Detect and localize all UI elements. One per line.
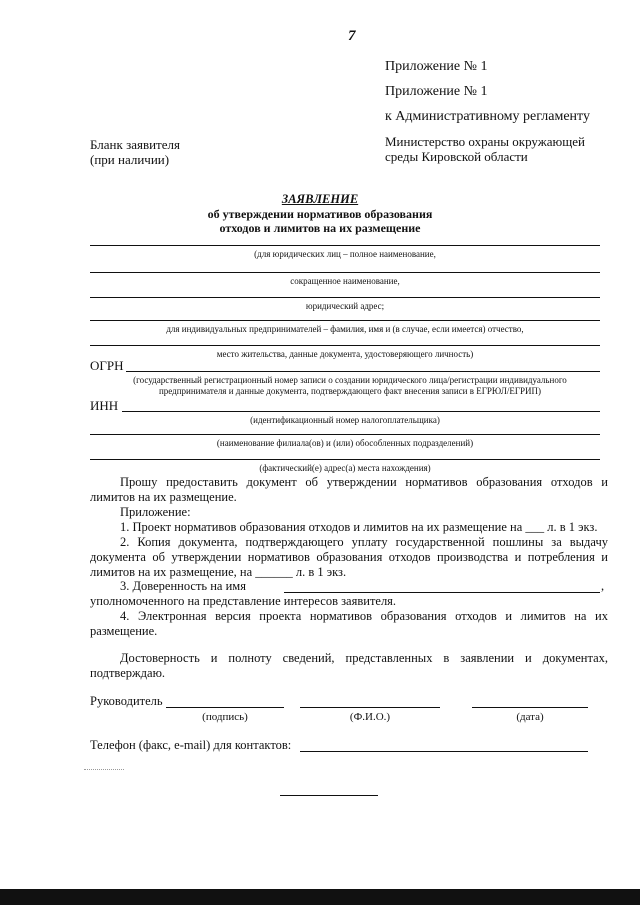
attachment-item-2-line-3: лимитов на их размещение, на ______ л. в 1 экз.	[90, 565, 347, 579]
page-number: 7	[348, 28, 356, 44]
signature-line[interactable]	[166, 707, 284, 708]
inn-input-line[interactable]	[122, 411, 600, 412]
applicant-blank-line-1: Бланк заявителя	[90, 137, 180, 152]
residence-caption: место жительства, данные документа, удостоверяющего личность)	[216, 349, 474, 359]
ogrn-label: ОГРН	[90, 358, 124, 373]
attachment-item-1: 1. Проект нормативов образования отходов и лимитов на их размещение на ___ л. в 1 экз.	[120, 520, 598, 534]
scan-edge-bar	[0, 889, 640, 905]
attachment-item-4-line-2: размещение.	[90, 624, 158, 638]
attachment-item-4-line-1: 4. Электронная версия проекта нормативов образования отходов и лимитов на их	[120, 609, 608, 623]
attachment-heading: Приложение:	[120, 505, 191, 519]
applicant-blank-line-2: (при наличии)	[90, 152, 170, 167]
confirmation-line-2: подтверждаю.	[90, 666, 166, 680]
proxy-name-comma: ,	[601, 579, 605, 593]
short-name-caption: сокращенное наименование,	[290, 276, 400, 286]
footer-separator	[280, 795, 378, 796]
signature-caption: (подпись)	[202, 711, 248, 723]
to-regulation-label: к Административному регламенту	[385, 109, 590, 124]
legal-address-line[interactable]	[90, 297, 600, 298]
fio-caption: (Ф.И.О.)	[349, 711, 391, 723]
ip-name-caption: для индивидуальных предпринимателей – фамилия, имя и (в случае, если имеется) отчество,	[166, 324, 524, 334]
ogrn-input-line[interactable]	[126, 371, 600, 372]
branches-line[interactable]	[90, 434, 600, 435]
residence-line[interactable]	[90, 345, 600, 346]
full-name-caption: (для юридических лиц – полное наименование,	[254, 249, 436, 259]
ogrn-caption-2: предпринимателя и данные документа, подтверждающего факт внесения записи в ЕГРЮЛ/ЕГРИП)	[158, 386, 542, 396]
document-title: ЗАЯВЛЕНИЕ	[281, 192, 359, 206]
ministry-line-2: среды Кировской области	[385, 149, 528, 164]
document-subtitle-2: отходов и лимитов на их размещение	[219, 221, 421, 235]
actual-address-line[interactable]	[90, 459, 600, 460]
scan-artifact-line	[84, 769, 124, 770]
request-text-line-1: Прошу предоставить документ об утверждении нормативов образования отходов и	[120, 475, 608, 489]
inn-caption: (идентификационный номер налогоплательщика)	[250, 415, 440, 425]
legal-address-caption: юридический адрес;	[305, 301, 385, 311]
proxy-name-line[interactable]	[284, 592, 600, 593]
attachment-item-2-line-1: 2. Копия документа, подтверждающего уплату государственной пошлины за выдачу	[120, 535, 608, 549]
date-caption: (дата)	[516, 711, 544, 723]
annex-label-1: Приложение № 1	[385, 59, 488, 74]
inn-label: ИНН	[90, 398, 119, 413]
date-line[interactable]	[472, 707, 588, 708]
ogrn-caption-1: (государственный регистрационный номер записи о создании юридического лица/регистрации индивидуального	[133, 375, 567, 385]
attachment-item-2-line-2: документа об утверждении нормативов образования отходов производства и потребления и	[90, 550, 608, 564]
attachment-item-3-line-1: 3. Доверенность на имя	[120, 579, 246, 593]
head-label: Руководитель	[90, 694, 163, 708]
annex-label-2: Приложение № 1	[385, 84, 488, 99]
full-name-line[interactable]	[90, 245, 600, 246]
request-text-line-2: лимитов на их размещение.	[90, 490, 237, 504]
attachment-item-3-line-2: уполномоченного на представление интересов заявителя.	[90, 594, 397, 608]
confirmation-line-1: Достоверность и полноту сведений, представленных в заявлении и документах,	[120, 651, 608, 665]
ip-name-line[interactable]	[90, 320, 600, 321]
branches-caption: (наименование филиала(ов) и (или) обособленных подразделений)	[216, 438, 474, 448]
short-name-line[interactable]	[90, 272, 600, 273]
contacts-line[interactable]	[300, 751, 588, 752]
actual-address-caption: (фактический(е) адрес(а) места нахождения)	[259, 463, 431, 473]
fio-line[interactable]	[300, 707, 440, 708]
contacts-label: Телефон (факс, e-mail) для контактов:	[90, 738, 292, 752]
ministry-line-1: Министерство охраны окружающей	[385, 134, 585, 149]
document-subtitle-1: об утверждении нормативов образования	[207, 207, 433, 221]
